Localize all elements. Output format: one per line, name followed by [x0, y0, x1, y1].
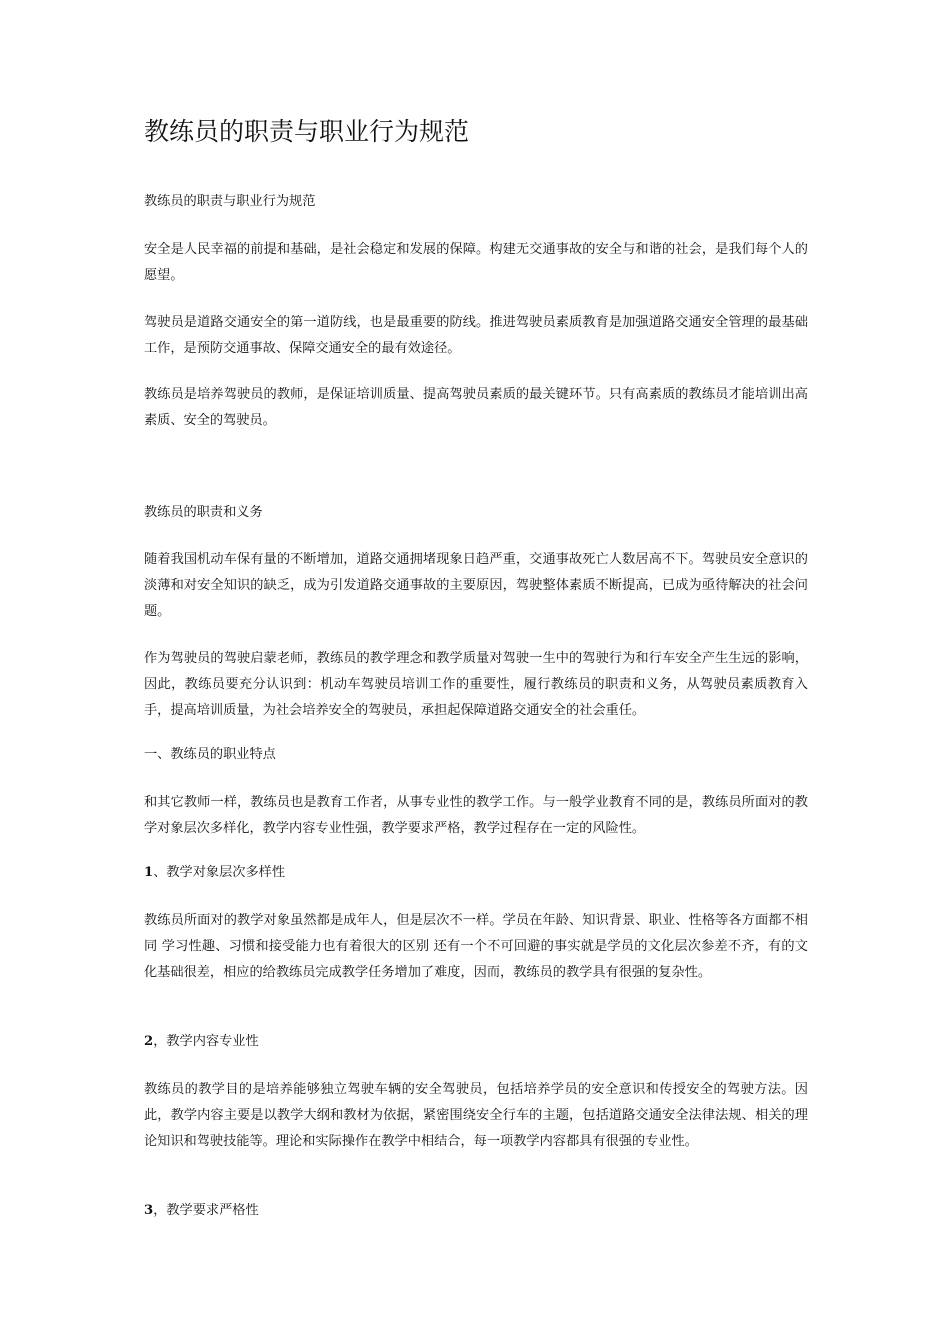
section-heading-duties: 教练员的职责和义务 — [144, 505, 263, 520]
paragraph-4: 随着我国机动车保有量的不断增加，道路交通拥堵现象日趋严重，交通事故死亡人数居高不下。驾驶员安全意识的淡薄和对安全知识的缺乏，成为引发道路交通事故的主要原因，驾驶整体素质不断提高，已成为亟待解决的社会问题。 — [144, 552, 808, 619]
item-heading-3 — [144, 1198, 808, 1224]
paragraph-3: 教练员是培养驾驶员的教师，是保证培训质量、提高驾驶员素质的最关键环节。只有高素质的教练员才能培训出高素质、安全的驾驶员。 — [144, 387, 808, 428]
document-subtitle: 教练员的职责与职业行为规范 — [144, 194, 316, 209]
paragraph-2: 驾驶员是道路交通安全的第一道防线，也是最重要的防线。推进驾驶员素质教育是加强道路交通安全管理的最基础工作，是预防交通事故、保障交通安全的最有效途径。 — [144, 315, 808, 356]
item-text-3: ，教学要求严格性 — [153, 1203, 259, 1218]
item-text-1: 、教学对象层次多样性 — [153, 865, 286, 880]
paragraph-1: 安全是人民幸福的前提和基础，是社会稳定和发展的保障。构建无交通事故的安全与和谐的社会，是我们每个人的愿望。 — [144, 242, 808, 283]
item-number-3: 3 — [144, 1203, 154, 1218]
item-text-2: ，教学内容专业性 — [153, 1034, 259, 1049]
paragraph-8: 教练员的教学目的是培养能够独立驾驶车辆的安全驾驶员，包括培养学员的安全意识和传授安全的驾驶方法。因此，教学内容主要是以教学大纲和教材为依据，紧密围绕安全行车的主题，包括道路交通安全法律法规、相关的理论知识和驾驶技能等。理论和实际操作在教学中相结合，每一项教学内容都具有很强的专业性。 — [144, 1082, 808, 1149]
paragraph-5: 作为驾驶员的驾驶启蒙老师，教练员的教学理念和教学质量对驾驶一生中的驾驶行为和行车安全产生生远的影响，因此，教练员要充分认识到：机动车驾驶员培训工作的重要性，履行教练员的职责和义务，从驾驶员素质教育入手，提高培训质量，为社会培养安全的驾驶员，承担起保障道路交通安全的社会重任。 — [144, 651, 808, 718]
document-title: 教练员的职责与职业行为规范 — [144, 117, 470, 146]
item-heading-2 — [144, 1029, 808, 1055]
part-heading-characteristics: 一、教练员的职业特点 — [144, 747, 276, 762]
paragraph-7: 教练员所面对的教学对象虽然都是成年人，但是层次不一样。学员在年龄、知识背景、职业、性格等各方面都不相同 学习性趣、习惯和接受能力也有着很大的区别 还有一个不可回避的事实就是学员的文化层次参差不齐，有的文化基础很差，相应的给教练员完成教学任务增加了难度，因而，教练员的教学具有很强的复杂性。 — [144, 913, 808, 980]
item-heading-1 — [144, 860, 808, 886]
item-number-2: 2 — [144, 1034, 154, 1049]
item-number-1: 1 — [144, 865, 154, 880]
paragraph-6: 和其它教师一样，教练员也是教育工作者，从事专业性的教学工作。与一般学业教育不同的是，教练员所面对的教学对象层次多样化，教学内容专业性强，教学要求严格，教学过程存在一定的风险性。 — [144, 795, 808, 836]
